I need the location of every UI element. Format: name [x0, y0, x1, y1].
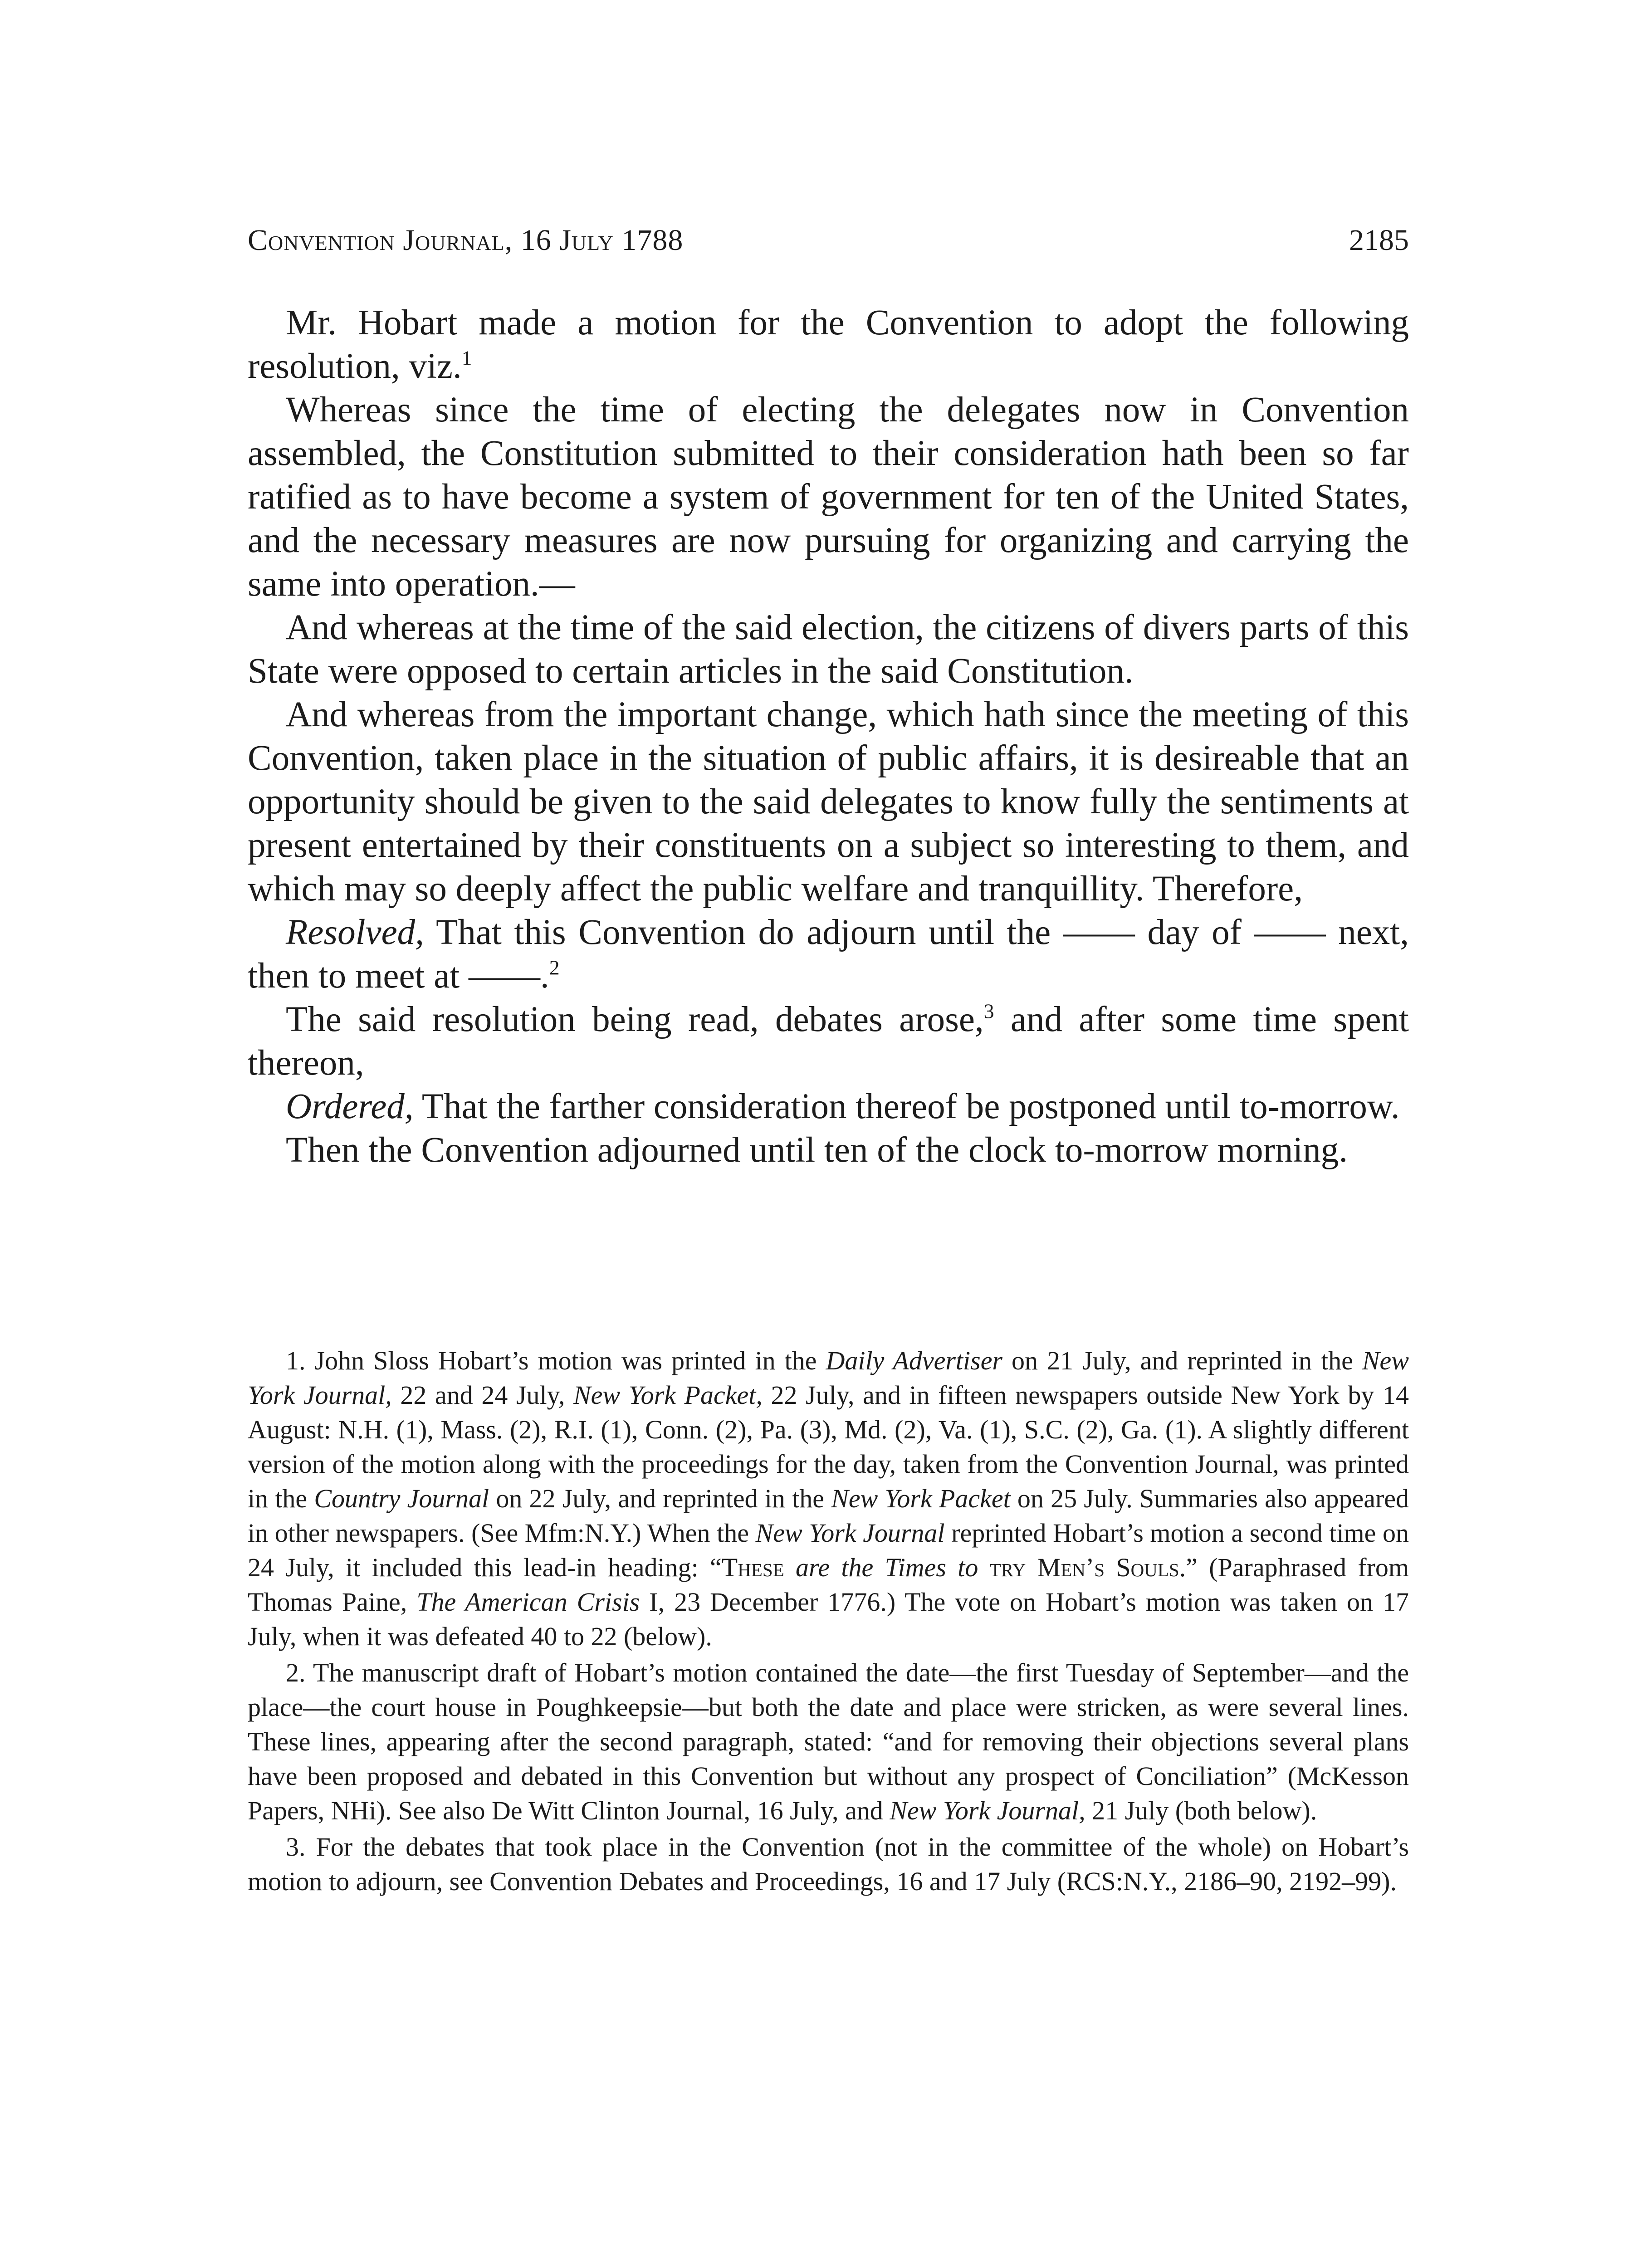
- note-italic: Country Journal: [314, 1484, 489, 1513]
- note-smallcaps: These: [721, 1553, 784, 1582]
- note-text: 2. The manuscript draft of Hobart’s motion contained the date—the first Tuesday of September—and the place—the court house in Poughkeepsie—but both the date and place were stricken, as were several lines. These lines, appearing after the second paragraph, stated: “and for removing their objections several plans have been proposed and debated in this Convention but without any prospect of Conciliation” (McKesson Papers, NHi). See also De Witt Clinton Journal, 16 July, and: [248, 1658, 1409, 1825]
- paragraph-debates: [248, 998, 1409, 1085]
- note-text: 22 July, and in fifteen newspapers outside New York by 14 August: N.H. (1), Mass. (2), R.I. (1), Conn. (2), Pa. (3), Md. (2), Va. (1), S.C. (2), Ga. (1). A slightly different version of the motion along with the proceedings for the day, taken from the Convention Journal, was printed in the: [248, 1380, 1409, 1513]
- note-italic: The American Crisis: [416, 1587, 640, 1617]
- paragraph-text: That this Convention do adjourn until the —— day of —— next, then to meet at ——.: [248, 913, 1409, 996]
- note-italic: New York Journal: [755, 1518, 945, 1548]
- note-italic: New York Packet: [831, 1484, 1011, 1513]
- note-text: reprinted Hobart’s motion a second time on 24 July, it included this lead-in heading: “: [248, 1518, 1409, 1582]
- note-text: 22 and 24 July,: [391, 1380, 573, 1410]
- note-text: on 25 July. Summaries also appeared in other newspapers. (See Mfm:N.Y.) When the: [248, 1484, 1409, 1548]
- footnote-1: [248, 1344, 1409, 1654]
- note-text: .” (Paraphrased from Thomas Paine,: [248, 1553, 1409, 1617]
- note-ref-1: 1: [461, 346, 472, 370]
- paragraph-text: and after some time spent thereon,: [248, 1000, 1409, 1083]
- ordered-lead: Ordered,: [286, 1087, 414, 1126]
- note-text: on 21 July, and reprinted in the: [1002, 1346, 1362, 1375]
- paragraph-text: Mr. Hobart made a motion for the Convention to adopt the following resolution, viz.: [248, 303, 1409, 386]
- note-italic: New York Packet,: [573, 1380, 763, 1410]
- footnote-3: 3. For the debates that took place in the Convention (not in the committee of the whole) on Hobart’s motion to adjourn, see Convention Debates and Proceedings, 16 and 17 July (RCS:N.Y., 2186–90, 2192–99).: [248, 1832, 1409, 1896]
- journal-body: [248, 301, 1409, 1172]
- running-title: Convention Journal, 16 July 1788: [248, 224, 684, 257]
- paragraph-resolved: [248, 911, 1409, 998]
- footnote-2: [248, 1656, 1409, 1828]
- note-italic: New York Journal,: [890, 1796, 1085, 1825]
- paragraph-whereas-3: And whereas from the important change, which hath since the meeting of this Convention, taken place in the situation of public affairs, it is desireable that an opportunity should be given to the said delegates to know fully the sentiments at present entertained by their constituents on a subject so interesting to them, and which may so deeply affect the public welfare and tranquillity. Therefore,: [248, 695, 1409, 909]
- paragraph-motion: [248, 301, 1409, 388]
- note-text: 1. John Sloss Hobart’s motion was printed in the: [286, 1346, 826, 1375]
- note-ref-2: 2: [549, 956, 560, 979]
- note-text: I, 23 December 1776.) The vote on Hobart’s motion was taken on 17 July, when it was defeated 40 to 22 (below).: [248, 1587, 1409, 1651]
- paragraph-text: The said resolution being read, debates arose,: [286, 1000, 984, 1039]
- running-header: [248, 220, 1409, 261]
- note-smallcaps: try Men’s Souls: [989, 1553, 1179, 1582]
- page-number: 2185: [1349, 224, 1409, 257]
- note-italic: New York Journal,: [248, 1346, 1409, 1410]
- paragraph-whereas-2: And whereas at the time of the said election, the citizens of divers parts of this State were opposed to certain articles in the said Constitution.: [248, 608, 1409, 691]
- note-ref-3: 3: [983, 999, 994, 1023]
- note-italic: are the Times to: [795, 1553, 978, 1582]
- note-text: 21 July (both below).: [1085, 1796, 1317, 1825]
- note-text: [784, 1553, 796, 1582]
- paragraph-text: That the farther consideration thereof be postponed until to-morrow.: [413, 1087, 1400, 1126]
- footnotes: [248, 1344, 1409, 1901]
- resolved-lead: Resolved,: [286, 913, 424, 952]
- paragraph-whereas-1: Whereas since the time of electing the delegates now in Convention assembled, the Constitution submitted to their consideration hath been so far ratified as to have become a system of government for ten of the United States, and the necessary measures are now pursuing for organizing and carrying the same into operation.—: [248, 390, 1409, 604]
- paragraph-ordered: [248, 1085, 1409, 1129]
- note-italic: Daily Advertiser: [826, 1346, 1003, 1375]
- note-text: [978, 1553, 989, 1582]
- note-text: on 22 July, and reprinted in the: [489, 1484, 831, 1513]
- paragraph-adjourned: Then the Convention adjourned until ten of the clock to-morrow morning.: [286, 1130, 1348, 1170]
